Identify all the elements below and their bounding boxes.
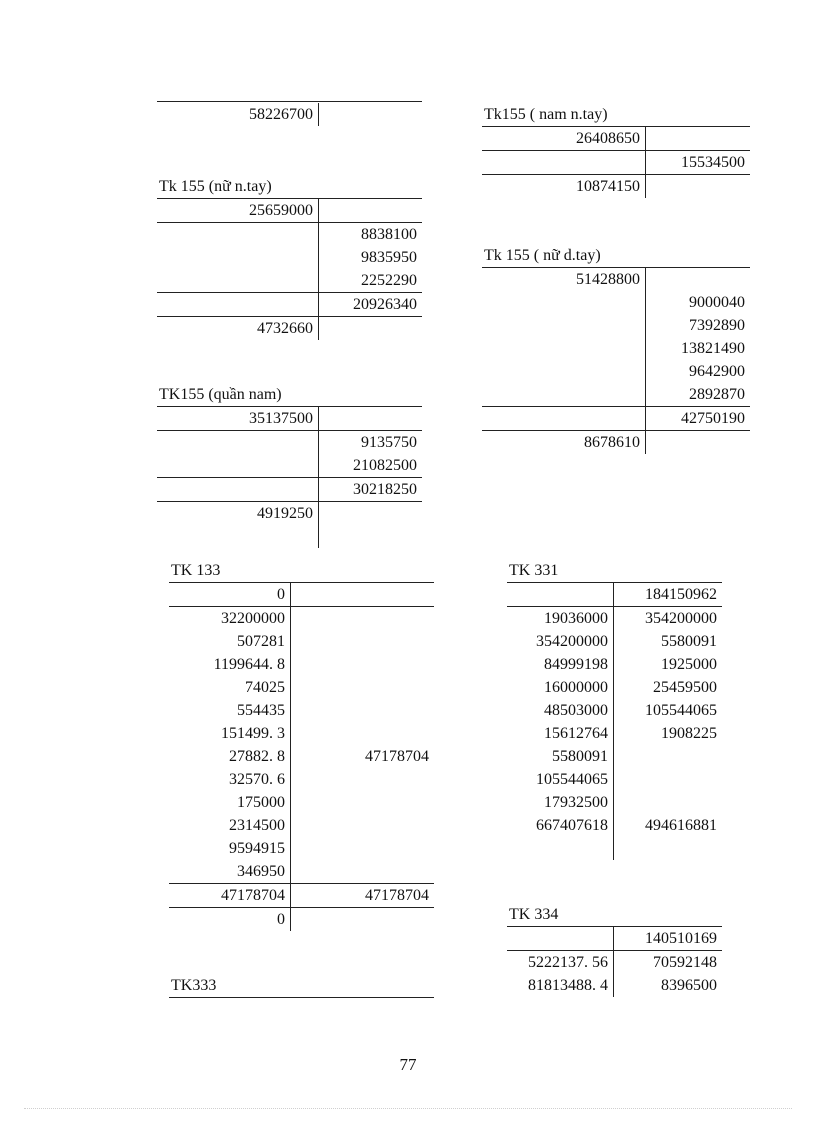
ledger-row	[507, 927, 722, 951]
ledger-row	[169, 630, 434, 653]
ledger-row	[482, 360, 750, 383]
ledger-row	[507, 676, 722, 699]
t-account-tk133	[169, 559, 434, 931]
ledger-row	[169, 908, 434, 931]
debit-amount	[157, 478, 319, 501]
ledger-row-empty	[507, 837, 722, 860]
debit-amount: 58226700	[157, 103, 319, 126]
credit-amount	[646, 175, 750, 198]
credit-amount: 8396500	[661, 977, 717, 994]
credit-amount: 47178704	[365, 748, 429, 765]
ledger-row	[482, 337, 750, 360]
ledger-row-empty	[157, 525, 422, 548]
t-account-tk331	[507, 559, 722, 860]
column-divider	[507, 837, 614, 860]
ledger-row	[169, 860, 434, 884]
account-title: TK155 (quần nam)	[157, 383, 422, 407]
credit-amount	[646, 268, 750, 291]
ledger-row	[507, 653, 722, 676]
credit-amount: 140510169	[645, 930, 717, 947]
debit-amount	[157, 293, 319, 316]
ledger-row	[482, 151, 750, 175]
account-title: TK 334	[507, 903, 722, 927]
debit-amount	[482, 407, 646, 430]
debit-amount: 1199644. 8	[169, 653, 291, 676]
credit-amount	[614, 768, 722, 791]
credit-amount: 1925000	[661, 656, 717, 673]
account-title: Tk 155 ( nữ d.tay)	[482, 244, 750, 268]
credit-amount	[291, 860, 434, 883]
ledger-row	[507, 974, 722, 997]
ledger-row	[507, 768, 722, 791]
ledger-row	[157, 454, 422, 478]
ledger-row	[157, 431, 422, 454]
debit-amount	[157, 269, 319, 292]
debit-amount: 0	[169, 583, 291, 606]
ledger-row	[507, 607, 722, 630]
debit-amount: 5222137. 56	[507, 951, 614, 974]
debit-amount	[157, 431, 319, 454]
ledger-row	[157, 407, 422, 431]
credit-amount	[291, 699, 434, 722]
debit-amount: 19036000	[507, 607, 614, 630]
footer-dotted-line	[24, 1108, 792, 1109]
debit-amount	[507, 583, 614, 606]
debit-amount: 35137500	[157, 407, 319, 430]
debit-amount: 32570. 6	[169, 768, 291, 791]
ledger-row	[482, 383, 750, 407]
debit-amount: 507281	[169, 630, 291, 653]
ledger-row	[169, 699, 434, 722]
credit-amount: 25459500	[653, 679, 717, 696]
credit-amount: 1908225	[661, 725, 717, 742]
ledger-row	[482, 127, 750, 151]
credit-amount: 13821490	[681, 340, 745, 357]
ledger-row	[169, 583, 434, 607]
debit-amount: 346950	[169, 860, 291, 883]
account-title: TK 331	[507, 559, 722, 583]
debit-amount: 48503000	[507, 699, 614, 722]
column-divider	[157, 525, 319, 548]
ledger-row	[507, 951, 722, 974]
account-title: Tk 155 (nữ n.tay)	[157, 175, 422, 199]
credit-amount: 9835950	[361, 249, 417, 266]
credit-amount	[319, 103, 422, 126]
debit-amount	[482, 314, 646, 337]
ledger-row	[482, 431, 750, 454]
ledger-row	[157, 246, 422, 269]
debit-amount: 10874150	[482, 175, 646, 198]
t-account-tk155-quan-nam	[157, 383, 422, 548]
credit-amount	[291, 722, 434, 745]
t-account-tk155-nu-n-tay	[157, 175, 422, 340]
credit-amount	[319, 199, 422, 222]
debit-amount: 2314500	[169, 814, 291, 837]
debit-amount: 4732660	[157, 317, 319, 340]
debit-amount: 16000000	[507, 676, 614, 699]
ledger-row	[169, 722, 434, 745]
debit-amount: 84999198	[507, 653, 614, 676]
ledger-row	[157, 293, 422, 317]
t-account-carry-over	[157, 103, 422, 126]
credit-amount	[646, 431, 750, 454]
ledger-row	[507, 630, 722, 653]
ledger-row	[507, 699, 722, 722]
ledger-row	[482, 314, 750, 337]
credit-amount: 184150962	[645, 586, 717, 603]
debit-amount: 74025	[169, 676, 291, 699]
ledger-row	[482, 175, 750, 198]
debit-amount: 0	[169, 908, 291, 931]
debit-amount	[482, 360, 646, 383]
ledger-row	[157, 269, 422, 293]
ledger-row	[169, 884, 434, 908]
ledger-row	[157, 478, 422, 502]
credit-amount	[646, 127, 750, 150]
credit-amount: 494616881	[645, 817, 717, 834]
debit-amount: 26408650	[482, 127, 646, 150]
ledger-row	[482, 407, 750, 431]
debit-amount: 51428800	[482, 268, 646, 291]
credit-amount	[291, 676, 434, 699]
ledger-row	[507, 722, 722, 745]
ledger-row	[169, 676, 434, 699]
ledger-row	[169, 653, 434, 676]
credit-amount: 8838100	[361, 226, 417, 243]
debit-amount: 554435	[169, 699, 291, 722]
credit-amount: 2252290	[361, 272, 417, 289]
ledger-row	[157, 199, 422, 223]
ledger-row	[169, 768, 434, 791]
ledger-row	[507, 814, 722, 837]
debit-amount: 354200000	[507, 630, 614, 653]
t-account-tk155-nu-d-tay	[482, 244, 750, 454]
credit-amount: 15534500	[681, 154, 745, 171]
debit-amount: 5580091	[507, 745, 614, 768]
credit-amount	[319, 407, 422, 430]
credit-amount	[291, 630, 434, 653]
credit-amount: 30218250	[353, 481, 417, 498]
credit-amount: 42750190	[681, 410, 745, 427]
ledger-row	[157, 223, 422, 246]
ledger-row	[507, 583, 722, 607]
debit-amount	[157, 223, 319, 246]
credit-amount	[291, 814, 434, 837]
credit-amount: 5580091	[661, 633, 717, 650]
debit-amount	[482, 383, 646, 406]
credit-amount: 7392890	[689, 317, 745, 334]
credit-amount	[291, 653, 434, 676]
ledger-row	[169, 791, 434, 814]
credit-amount	[614, 745, 722, 768]
debit-amount	[482, 291, 646, 314]
credit-amount	[291, 791, 434, 814]
ledger-row	[157, 502, 422, 525]
ledger-row	[157, 317, 422, 340]
debit-amount: 4919250	[157, 502, 319, 525]
debit-amount: 175000	[169, 791, 291, 814]
debit-amount	[482, 337, 646, 360]
credit-amount: 47178704	[365, 887, 429, 904]
t-account-tk155-nam-n-tay	[482, 103, 750, 198]
credit-amount: 2892870	[689, 386, 745, 403]
debit-amount	[157, 454, 319, 477]
debit-amount: 9594915	[169, 837, 291, 860]
debit-amount: 47178704	[169, 884, 291, 907]
ledger-row	[169, 745, 434, 768]
ledger-row	[169, 607, 434, 630]
credit-amount	[614, 791, 722, 814]
credit-amount	[319, 502, 422, 525]
account-title: Tk155 ( nam n.tay)	[482, 103, 750, 127]
credit-amount: 70592148	[653, 954, 717, 971]
debit-amount: 151499. 3	[169, 722, 291, 745]
debit-amount: 15612764	[507, 722, 614, 745]
ledger-row	[507, 745, 722, 768]
debit-amount	[482, 151, 646, 174]
debit-amount: 667407618	[507, 814, 614, 837]
t-account-tk334	[507, 903, 722, 997]
credit-amount	[291, 583, 434, 606]
credit-amount	[291, 607, 434, 630]
credit-amount: 21082500	[353, 457, 417, 474]
credit-amount: 354200000	[645, 610, 717, 627]
debit-amount: 81813488. 4	[507, 974, 614, 997]
account-title: TK333	[169, 974, 434, 998]
t-account-tk333	[169, 974, 434, 998]
debit-amount	[507, 927, 614, 950]
debit-amount: 25659000	[157, 199, 319, 222]
debit-amount: 8678610	[482, 431, 646, 454]
credit-amount	[291, 768, 434, 791]
debit-amount: 105544065	[507, 768, 614, 791]
ledger-row	[169, 814, 434, 837]
ledger-row	[482, 291, 750, 314]
credit-amount: 9135750	[361, 434, 417, 451]
credit-amount	[291, 908, 434, 931]
credit-amount: 20926340	[353, 296, 417, 313]
ledger-row	[157, 103, 422, 126]
credit-amount	[291, 837, 434, 860]
ledger-row	[169, 837, 434, 860]
top-separator-line	[157, 101, 422, 102]
credit-amount: 9000040	[689, 294, 745, 311]
debit-amount: 32200000	[169, 607, 291, 630]
credit-amount: 105544065	[645, 702, 717, 719]
page-number: 77	[399, 1055, 417, 1074]
ledger-row	[507, 791, 722, 814]
ledger-row	[482, 268, 750, 291]
credit-amount: 9642900	[689, 363, 745, 380]
debit-amount: 27882. 8	[169, 745, 291, 768]
debit-amount: 17932500	[507, 791, 614, 814]
debit-amount	[157, 246, 319, 269]
account-title: TK 133	[169, 559, 434, 583]
credit-amount	[319, 317, 422, 340]
